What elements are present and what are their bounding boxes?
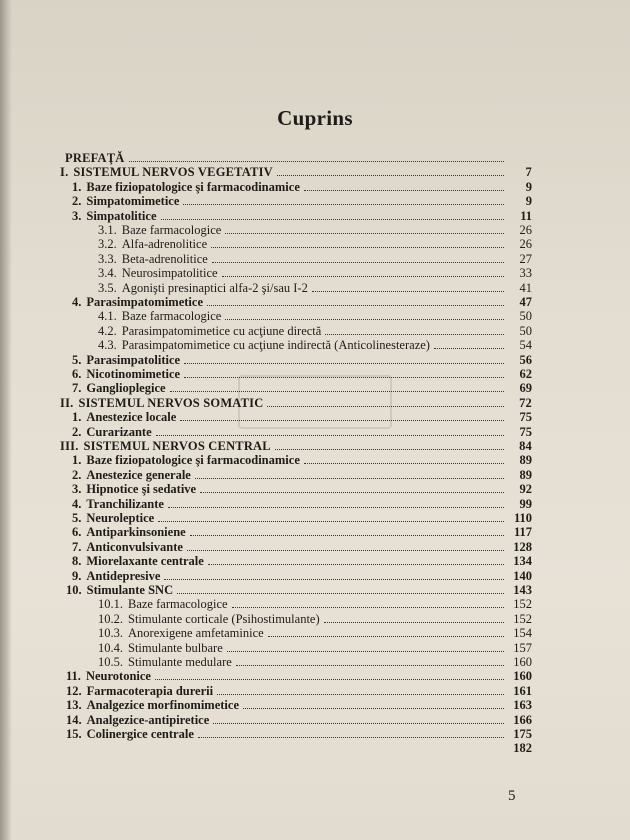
toc-dot-leader — [211, 247, 504, 248]
toc-entry-number: 3. — [72, 482, 82, 497]
toc-entry — [72, 496, 532, 511]
toc-dot-leader — [187, 550, 504, 551]
toc-dot-leader — [170, 391, 504, 392]
toc-entry — [66, 726, 532, 741]
toc-entry — [72, 193, 532, 208]
toc-entry-label: Stimulante medulare — [128, 655, 232, 669]
toc-entry-label: Anorexigene amfetaminice — [128, 626, 264, 641]
toc-entry-page: 7 — [525, 165, 532, 180]
toc-entry-number: 1. — [72, 179, 82, 194]
toc-entry-page: 50 — [519, 323, 532, 338]
toc-entry-label: Parasimpatomimetice cu acţiune directă — [121, 323, 322, 338]
toc-entry-page: 84 — [519, 439, 532, 453]
page-number: 5 — [508, 788, 516, 804]
toc-dot-leader — [208, 564, 504, 565]
toc-entry-number: 7. — [72, 539, 82, 554]
toc-entry-number: 3.3. — [98, 251, 117, 266]
toc-entry — [72, 366, 532, 381]
toc-entry — [60, 150, 532, 165]
toc-entry-label: Agonişti presinaptici alfa-2 şi/sau I-2 — [121, 280, 308, 295]
toc-dot-leader — [177, 593, 504, 594]
toc-entry-label: Analgezice-antipiretice — [86, 712, 210, 727]
toc-entry-label: Simpatomimetice — [86, 194, 180, 209]
toc-entry-number: 3.2. — [98, 237, 117, 252]
toc-dot-leader — [158, 521, 504, 522]
toc-entry-page: 72 — [519, 395, 532, 410]
toc-dot-leader — [129, 161, 505, 162]
toc-entry-page: 182 — [513, 741, 532, 756]
toc-dot-leader — [168, 507, 504, 508]
toc-dot-leader — [225, 233, 504, 234]
toc-entry-label: Neurosimpatolitice — [121, 266, 218, 281]
toc-entry — [66, 668, 532, 683]
toc-entry — [98, 308, 532, 323]
toc-entry-page: 50 — [519, 309, 532, 324]
toc-entry — [98, 654, 532, 669]
toc-entry-label: Parasimpatomimetice cu acţiune indirectă (Anticolinesteraze) — [121, 338, 430, 353]
toc-entry-label: Antidepresive — [86, 568, 161, 583]
toc-dot-leader — [232, 607, 504, 608]
toc-entry — [72, 510, 532, 525]
toc-entry-page: 160 — [513, 655, 532, 669]
toc-entry — [98, 251, 532, 266]
toc-entry-number: II. — [60, 395, 74, 410]
toc-entry — [72, 424, 532, 439]
toc-entry-page: 41 — [519, 280, 532, 295]
toc-dot-leader — [275, 449, 504, 450]
toc-entry-label: Anticonvulsivante — [86, 539, 183, 554]
toc-entry-label: Neurotonice — [85, 669, 151, 684]
toc-entry-page: 27 — [519, 251, 532, 266]
toc-entry-page: 160 — [513, 669, 532, 684]
toc-dot-leader — [161, 219, 504, 220]
toc-entry-number: 12. — [66, 683, 82, 698]
toc-dot-leader — [243, 708, 504, 709]
toc-entry-page: 33 — [519, 266, 532, 281]
toc-entry — [66, 683, 532, 698]
toc-entry-label: Farmacoterapia durerii — [86, 683, 214, 698]
toc-entry-label: Parasimpatomimetice — [86, 295, 204, 309]
toc-entry-label: SISTEMUL NERVOS CENTRAL — [83, 439, 271, 453]
toc-dot-leader — [222, 276, 504, 277]
toc-entry-label: Hipnotice şi sedative — [86, 482, 197, 497]
toc-entry — [72, 740, 532, 755]
toc-entry-number: 3.4. — [98, 266, 117, 281]
toc-entry-label: Simpatolitice — [86, 208, 157, 223]
toc-dot-leader — [184, 363, 504, 364]
toc-entry — [66, 582, 532, 597]
toc-entry — [98, 625, 532, 640]
toc-entry-number: 2. — [72, 424, 82, 439]
toc-entry-label: Alfa-adrenolitice — [121, 237, 208, 252]
toc-entry — [72, 294, 532, 309]
toc-entry-number: 4.1. — [98, 309, 117, 324]
toc-entry-label: PREFAŢĂ — [65, 151, 125, 165]
toc-dot-leader — [198, 737, 504, 738]
toc-entry-page: 175 — [513, 727, 532, 741]
toc-entry-number: I. — [60, 165, 69, 180]
toc-dot-leader — [213, 723, 504, 724]
toc-dot-leader — [217, 694, 504, 695]
toc-entry-page: 152 — [513, 611, 532, 626]
toc-entry-number: 3. — [72, 208, 82, 223]
toc-entry-number: 4.2. — [98, 323, 117, 338]
toc-dot-leader — [195, 478, 504, 479]
toc-entry-number: 4. — [72, 496, 82, 511]
toc-entry-page: 117 — [513, 525, 532, 540]
toc-dot-leader — [324, 622, 504, 623]
toc-dot-leader — [236, 665, 504, 666]
toc-entry-page: 89 — [519, 453, 532, 468]
toc-entry-page: 99 — [519, 496, 532, 511]
toc-entry-page: 54 — [519, 338, 532, 353]
toc-entry-number: 6. — [72, 525, 82, 540]
toc-dot-leader — [268, 636, 504, 637]
toc-entry-number: 4. — [72, 295, 82, 309]
toc-entry-number: 1. — [72, 453, 82, 468]
toc-dot-leader — [207, 305, 504, 306]
toc-entry-page: 154 — [513, 626, 532, 641]
toc-entry-number: 11. — [66, 669, 81, 684]
toc-dot-leader — [227, 651, 504, 652]
toc-dot-leader — [225, 319, 504, 320]
toc-entry-label: Baze farmacologice — [128, 597, 228, 612]
toc-entry — [72, 568, 532, 583]
toc-dot-leader — [190, 535, 504, 536]
toc-entry — [60, 395, 532, 410]
toc-entry-label: Stimulante SNC — [86, 583, 174, 597]
toc-entry-label: Stimulante corticale (Psihostimulante) — [128, 611, 320, 626]
toc-entry — [98, 640, 532, 655]
toc-dot-leader — [277, 175, 504, 176]
toc-entry-label: Baze fiziopatologice şi farmacodinamice — [86, 453, 300, 468]
toc-entry — [98, 611, 532, 626]
toc-entry-number: 5. — [72, 352, 82, 367]
toc-entry-number: 1. — [72, 410, 82, 425]
toc-entry — [72, 481, 532, 496]
toc-entry-page: 56 — [519, 352, 532, 367]
toc-entry-number: 10.3. — [98, 626, 123, 641]
toc-entry — [72, 467, 532, 482]
toc-entry-page: 143 — [513, 583, 532, 597]
toc-entry-number: 15. — [66, 727, 82, 741]
toc-entry — [98, 337, 532, 352]
toc-dot-leader — [155, 679, 504, 680]
toc-entry-page: 152 — [513, 597, 532, 612]
toc-entry-page: 9 — [525, 179, 532, 194]
toc-entry-page: 9 — [525, 194, 532, 209]
toc-entry-label: Anestezice generale — [86, 467, 191, 482]
toc-entry-number: 8. — [72, 554, 82, 569]
toc-entry — [72, 409, 532, 424]
toc-dot-leader — [212, 262, 504, 263]
toc-entry-page: 110 — [513, 511, 532, 525]
toc-entry-page: 62 — [519, 367, 532, 381]
toc-dot-leader — [164, 579, 504, 580]
toc-entry — [98, 265, 532, 280]
toc-entry-label: Baze fiziopatologice şi farmacodinamice — [86, 179, 300, 194]
toc-entry-page: 11 — [520, 208, 532, 223]
toc-entry-number: 10.5. — [98, 655, 123, 669]
toc-entry-number: 2. — [72, 194, 82, 209]
toc-entry-number: 10.1. — [98, 597, 123, 612]
toc-entry-page: 92 — [519, 482, 532, 497]
toc-entry-number: 5. — [72, 511, 82, 525]
toc-entry-label: Baze farmacologice — [121, 309, 222, 324]
toc-entry-label: Neuroleptice — [86, 511, 155, 525]
toc-entry-page: 26 — [519, 237, 532, 252]
toc-entry — [72, 452, 532, 467]
toc-entry — [72, 208, 532, 223]
toc-entry-label: Stimulante bulbare — [128, 640, 223, 655]
toc-entry-label: Parasimpatolitice — [86, 352, 181, 367]
toc-entry-label: Anestezice locale — [86, 410, 177, 425]
toc-entry-page: 134 — [513, 554, 532, 569]
toc-entry-number: 10.2. — [98, 611, 123, 626]
toc-entry-page: 69 — [519, 381, 532, 396]
toc-entry-page: 163 — [513, 698, 532, 713]
page-title: Cuprins — [277, 106, 353, 130]
toc-dot-leader — [156, 435, 504, 436]
toc-entry-page: 128 — [513, 539, 532, 554]
toc-entry-label: Analgezice morfinomimetice — [86, 698, 239, 713]
toc-entry-label: Antiparkinsoniene — [86, 525, 186, 540]
toc-entry — [98, 236, 532, 251]
toc-entry-number: 7. — [72, 381, 82, 396]
toc-entry — [72, 380, 532, 395]
toc-dot-leader — [304, 463, 504, 464]
toc-entry — [98, 323, 532, 338]
toc-entry — [72, 539, 532, 554]
toc-entry-number: III. — [60, 439, 79, 453]
toc-dot-leader — [180, 420, 504, 421]
toc-dot-leader — [267, 406, 504, 407]
toc-entry-page: 166 — [513, 712, 532, 727]
toc-dot-leader — [434, 348, 504, 349]
toc-dot-leader — [325, 334, 504, 335]
toc-entry-number: 4.3. — [98, 338, 117, 353]
toc-entry-page: 26 — [519, 223, 532, 237]
toc-entry — [72, 524, 532, 539]
toc-entry-page: 140 — [513, 568, 532, 583]
toc-dot-leader — [184, 377, 504, 378]
toc-entry — [72, 553, 532, 568]
toc-entry-number: 3.5. — [98, 280, 117, 295]
toc-entry-number: 6. — [72, 367, 82, 381]
toc-entry — [98, 596, 532, 611]
toc-entry-label: Baze farmacologice — [121, 223, 222, 237]
toc-entry-label: SISTEMUL NERVOS SOMATIC — [78, 395, 264, 410]
toc-entry-page: 161 — [513, 683, 532, 698]
toc-entry-number: 2. — [72, 467, 82, 482]
toc-dot-leader — [200, 492, 504, 493]
toc-entry-label: Curarizante — [86, 424, 152, 439]
toc-entry-page: 47 — [519, 295, 532, 309]
toc-entry-number: 14. — [66, 712, 82, 727]
toc-entry-label: Beta-adrenolitice — [121, 251, 208, 266]
toc-entry-label: Colinergice centrale — [86, 727, 194, 741]
toc-entry-page: 75 — [519, 424, 532, 439]
toc-entry-label: Tranchilizante — [86, 496, 164, 511]
toc-entry-number: 13. — [66, 698, 82, 713]
toc-entry-number: 10. — [66, 583, 82, 597]
toc-entry-label: Ganglioplegice — [86, 381, 166, 396]
toc-entry-page: 157 — [513, 640, 532, 655]
toc-entry — [66, 697, 532, 712]
toc-dot-leader — [183, 204, 504, 205]
toc-entry-number: 9. — [72, 568, 82, 583]
toc-entry-page: 89 — [519, 467, 532, 482]
toc-entry — [98, 280, 532, 295]
toc-entry-label: SISTEMUL NERVOS VEGETATIV — [73, 165, 273, 180]
toc-dot-leader — [312, 291, 504, 292]
toc-entry-number: 10.4. — [98, 640, 123, 655]
toc-entry — [98, 222, 532, 237]
toc-entry-page: 75 — [519, 410, 532, 425]
toc-entry — [72, 352, 532, 367]
toc-entry — [66, 712, 532, 727]
toc-entry-number: 3.1. — [98, 223, 117, 237]
toc-entry-label: Nicotinomimetice — [86, 367, 181, 381]
toc-dot-leader — [304, 190, 504, 191]
toc-entry — [60, 164, 532, 179]
toc-entry — [72, 179, 532, 194]
toc-entry — [60, 438, 532, 453]
toc-entry-label: Miorelaxante centrale — [86, 554, 204, 569]
